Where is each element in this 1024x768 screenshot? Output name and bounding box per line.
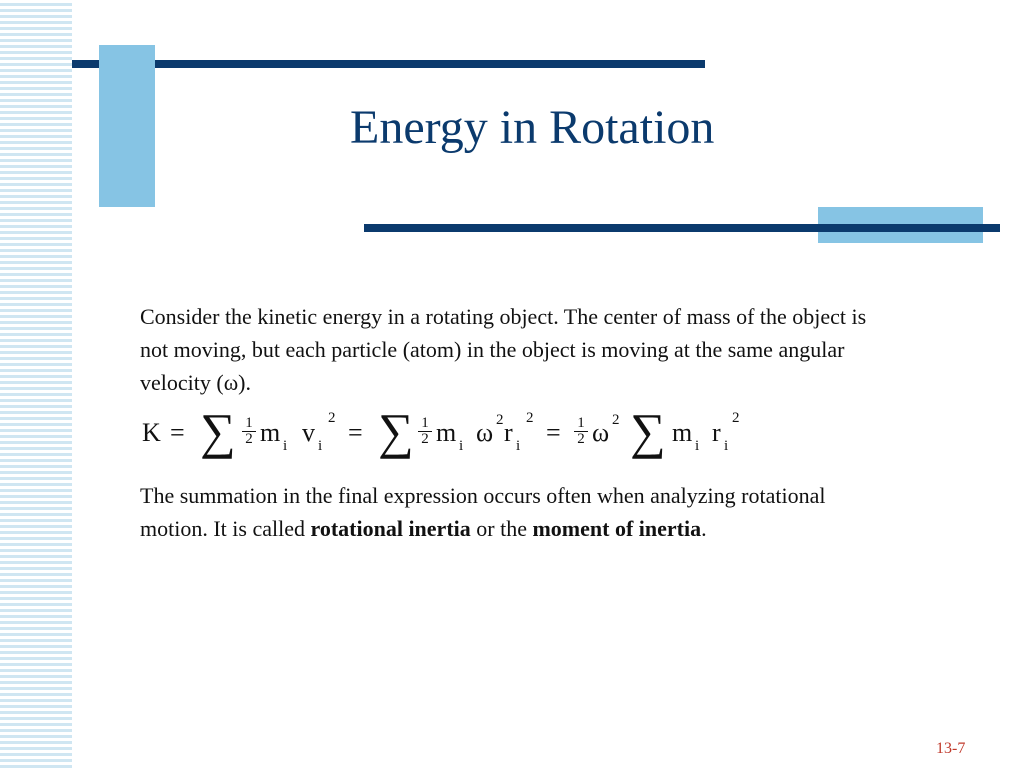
eq-sub-i-3: i	[459, 438, 464, 454]
eq-equals-1: =	[170, 418, 185, 447]
eq-sub-i-5: i	[695, 438, 700, 454]
eq-half-3: $\frac{1}{2}$	[574, 416, 588, 447]
eq-m-3: m	[672, 418, 693, 447]
eq-m-2: m	[436, 418, 457, 447]
eq-omega-1: ω	[476, 418, 494, 447]
eq-half-1: $\frac{1}{2}$	[242, 416, 256, 447]
eq-half-2: $\frac{1}{2}$	[418, 416, 432, 447]
eq-v: v	[302, 418, 315, 447]
eq-sup-2-4: 2	[612, 412, 620, 428]
summary-text-2: or the	[470, 516, 533, 541]
eq-r-2: r	[712, 418, 721, 447]
eq-sub-i-4: i	[516, 438, 521, 454]
eq-sup-2-1: 2	[328, 410, 336, 426]
eq-sum-2: ∑	[378, 403, 414, 459]
title-bottom-rule	[364, 224, 1000, 232]
term-rotational-inertia: rotational inertia	[310, 516, 471, 541]
eq-equals-3: =	[546, 418, 561, 447]
eq-sub-i-2: i	[318, 438, 323, 454]
eq-m-1: m	[260, 418, 281, 447]
eq-sum-1: ∑	[200, 403, 236, 459]
decorative-block-left	[99, 45, 155, 207]
title-top-rule	[72, 60, 705, 68]
eq-sup-2-5: 2	[732, 410, 740, 426]
summary-text-1: The summation in the final expression occurs often when analyzing rotational motion. It is called	[140, 483, 826, 541]
eq-omega-2: ω	[592, 418, 610, 447]
kinetic-energy-equation	[142, 403, 782, 466]
intro-paragraph: Consider the kinetic energy in a rotating object. The center of mass of the object is not moving, but each particle (atom) in the object is moving at the same angular velocity (ω).	[140, 304, 867, 395]
eq-sub-i-6: i	[724, 438, 729, 454]
slide-number: 13-7	[936, 740, 966, 757]
decorative-stripe-panel	[0, 0, 72, 768]
eq-equals-2: =	[348, 418, 363, 447]
eq-k: K	[142, 418, 161, 447]
eq-r-1: r	[504, 418, 513, 447]
summary-paragraph	[140, 479, 880, 545]
term-moment-of-inertia: moment of inertia	[532, 516, 702, 541]
eq-sup-2-3: 2	[526, 410, 534, 426]
summary-text-3: .	[701, 516, 707, 541]
eq-sub-i-1: i	[283, 438, 288, 454]
slide-title: Energy in Rotation	[350, 101, 715, 154]
eq-sum-3: ∑	[630, 403, 666, 459]
eq-sup-2-2: 2	[496, 412, 504, 428]
